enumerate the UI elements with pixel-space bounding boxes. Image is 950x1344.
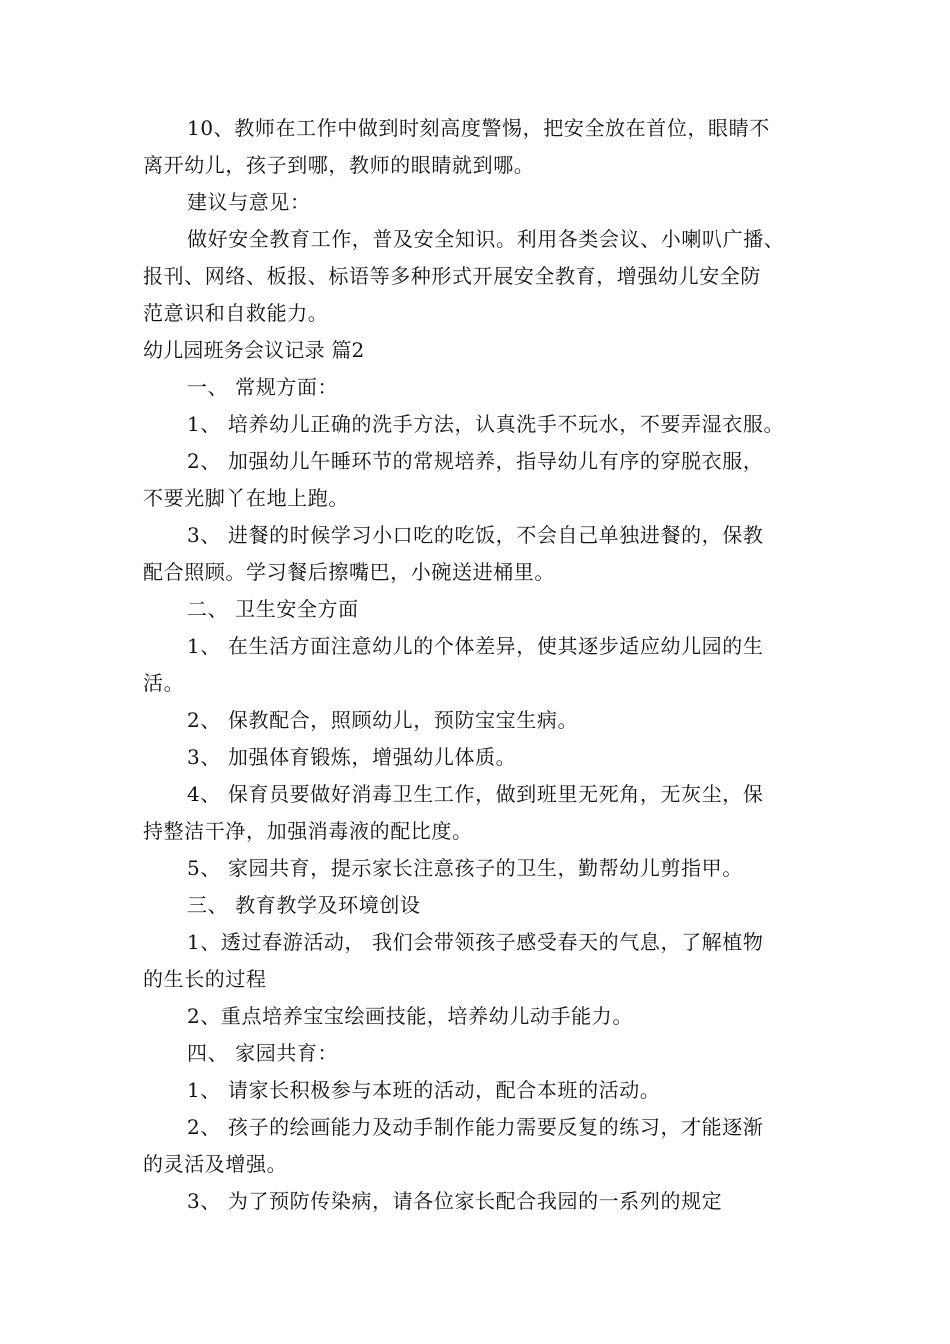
paragraph-line: 活。	[143, 671, 185, 695]
paragraph-line: 3、 为了预防传染病，请各位家长配合我园的一系列的规定	[187, 1189, 723, 1213]
paragraph-line: 的灵活及增强。	[143, 1152, 288, 1176]
paragraph-line: 3、 进餐的时候学习小口吃的吃饭，不会自己单独进餐的，保教	[187, 523, 764, 547]
paragraph-line: 1、 培养幼儿正确的洗手方法，认真洗手不玩水，不要弄湿衣服。	[187, 412, 785, 436]
subsection-heading: 一、 常规方面：	[187, 375, 339, 399]
paragraph-line: 2、 加强幼儿午睡环节的常规培养，指导幼儿有序的穿脱衣服，	[187, 449, 764, 473]
paragraph-line: 1、透过春游活动， 我们会带领孩子感受春天的气息，了解植物	[187, 930, 764, 954]
subsection-heading: 二、 卫生安全方面	[187, 597, 359, 621]
paragraph-line: 5、 家园共育，提示家长注意孩子的卫生，勤帮幼儿剪指甲。	[187, 856, 743, 880]
paragraph-line: 1、 请家长积极参与本班的活动，配合本班的活动。	[187, 1078, 661, 1102]
paragraph-line: 2、 孩子的绘画能力及动手制作能力需要反复的练习，才能逐渐	[187, 1115, 764, 1139]
paragraph-line: 范意识和自救能力。	[143, 301, 329, 325]
paragraph-line: 配合照顾。学习餐后擦嘴巴，小碗送进桶里。	[143, 560, 555, 584]
paragraph-line: 1、 在生活方面注意幼儿的个体差异，使其逐步适应幼儿园的生	[187, 634, 764, 658]
paragraph-line: 10、教师在工作中做到时刻高度警惕，把安全放在首位，眼睛不	[187, 116, 770, 140]
paragraph-line: 2、重点培养宝宝绘画技能，培养幼儿动手能力。	[187, 1004, 633, 1028]
paragraph-line: 报刊、网络、板报、标语等多种形式开展安全教育，增强幼儿安全防	[143, 264, 761, 288]
paragraph-line: 2、 保教配合，照顾幼儿，预防宝宝生病。	[187, 708, 579, 732]
section-heading: 幼儿园班务会议记录 篇2	[143, 338, 365, 362]
subsection-heading: 三、 教育教学及环境创设	[187, 893, 421, 917]
paragraph-line: 持整洁干净，加强消毒液的配比度。	[143, 819, 473, 843]
paragraph-line: 的生长的过程	[143, 967, 267, 991]
paragraph-line: 4、 保育员要做好消毒卫生工作，做到班里无死角，无灰尘，保	[187, 782, 764, 806]
subsection-heading: 四、 家园共育：	[187, 1041, 339, 1065]
paragraph-line: 建议与意见：	[187, 190, 311, 214]
paragraph-line: 做好安全教育工作，普及安全知识。利用各类会议、小喇叭广播、	[187, 227, 785, 251]
paragraph-line: 3、 加强体育锻炼，增强幼儿体质。	[187, 745, 517, 769]
paragraph-line: 不要光脚丫在地上跑。	[143, 486, 349, 510]
paragraph-line: 离开幼儿，孩子到哪，教师的眼睛就到哪。	[143, 153, 535, 177]
